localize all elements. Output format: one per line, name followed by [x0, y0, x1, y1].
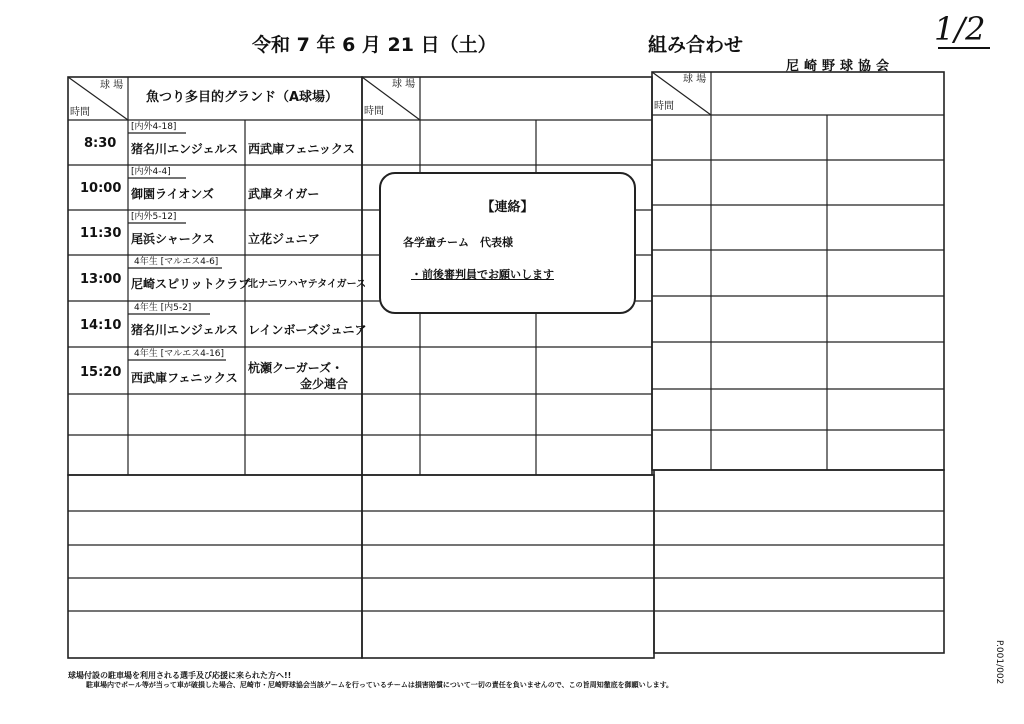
organization-name: 尼崎野球協会: [786, 59, 895, 74]
footer-heading: 球場付設の駐車場を利用される選手及び応援に来られた方へ!!: [68, 671, 292, 680]
match-team-away: 武庫タイガー: [248, 187, 320, 201]
time-header-label-b: 時間: [364, 106, 384, 117]
notice-recipient: 各学童チーム 代表様: [403, 236, 513, 249]
schedule-date: 令和 7 年 6 月 21 日（土）: [252, 34, 497, 56]
match-team-away: 北ナニワハヤテタイガース: [248, 279, 367, 290]
match-team-away: 立花ジュニア: [248, 232, 320, 246]
match-team-home: 尾浜シャークス: [131, 232, 215, 246]
venue-header-label-b: 球 場: [392, 79, 416, 90]
time-header-label-a: 時間: [70, 107, 90, 118]
match-tag: [内外5-12]: [131, 212, 177, 222]
blank-table-left: [68, 475, 362, 658]
blank-table-middle: [362, 475, 654, 658]
footer-disclaimer: 駐車場内でボール等が当って車が破損した場合、尼崎市・尼崎野球協会当該ゲームを行っているチームは損害賠償について一切の責任を負いませんので、この旨周知徹底を御願いします。: [86, 681, 674, 689]
match-time: 8:30: [84, 136, 117, 151]
page-number-mark: 1/2: [934, 10, 986, 48]
match-tag: 4年生 [マルエス4-6]: [134, 257, 219, 267]
notice-box: [379, 172, 636, 314]
venue-a-name: 魚つり多目的グランド（A球場）: [146, 90, 339, 105]
match-team-home: 猪名川エンジェルス: [131, 323, 239, 337]
venue-c-frame: [652, 72, 944, 470]
match-time: 13:00: [80, 272, 122, 287]
match-time: 11:30: [80, 226, 122, 241]
match-tag: [内外4-4]: [131, 167, 171, 177]
match-tag: 4年生 [内5-2]: [134, 303, 192, 313]
match-team-home: 御園ライオンズ: [131, 187, 214, 201]
time-header-label-c: 時間: [654, 101, 674, 112]
venue-header-label-c: 球 場: [683, 74, 707, 85]
match-tag: 4年生 [マルエス4-16]: [134, 349, 225, 359]
match-team-home: 猪名川エンジェルス: [131, 142, 239, 156]
match-team-home: 尼崎スピリットクラブ: [131, 277, 251, 291]
blank-table-right: [654, 470, 944, 653]
match-time: 14:10: [80, 318, 122, 333]
fax-page-id: P.001/002: [994, 640, 1004, 685]
match-time: 10:00: [80, 181, 122, 196]
match-tag: [内外4-18]: [131, 122, 177, 132]
venue-header-label-a: 球 場: [100, 80, 124, 91]
match-team-away: レインボーズジュニア: [248, 323, 367, 337]
notice-title: 【連絡】: [481, 200, 534, 215]
match-team-away: 杭瀬クーガーズ・: [248, 361, 344, 375]
match-team-home: 西武庫フェニックス: [131, 371, 238, 385]
notice-message: ・前後審判員でお願いします: [411, 268, 554, 281]
page-title: 組み合わせ: [648, 34, 744, 56]
match-team-away-line2: 金少連合: [300, 377, 349, 391]
match-team-away: 西武庫フェニックス: [248, 142, 355, 156]
match-time: 15:20: [80, 365, 122, 380]
